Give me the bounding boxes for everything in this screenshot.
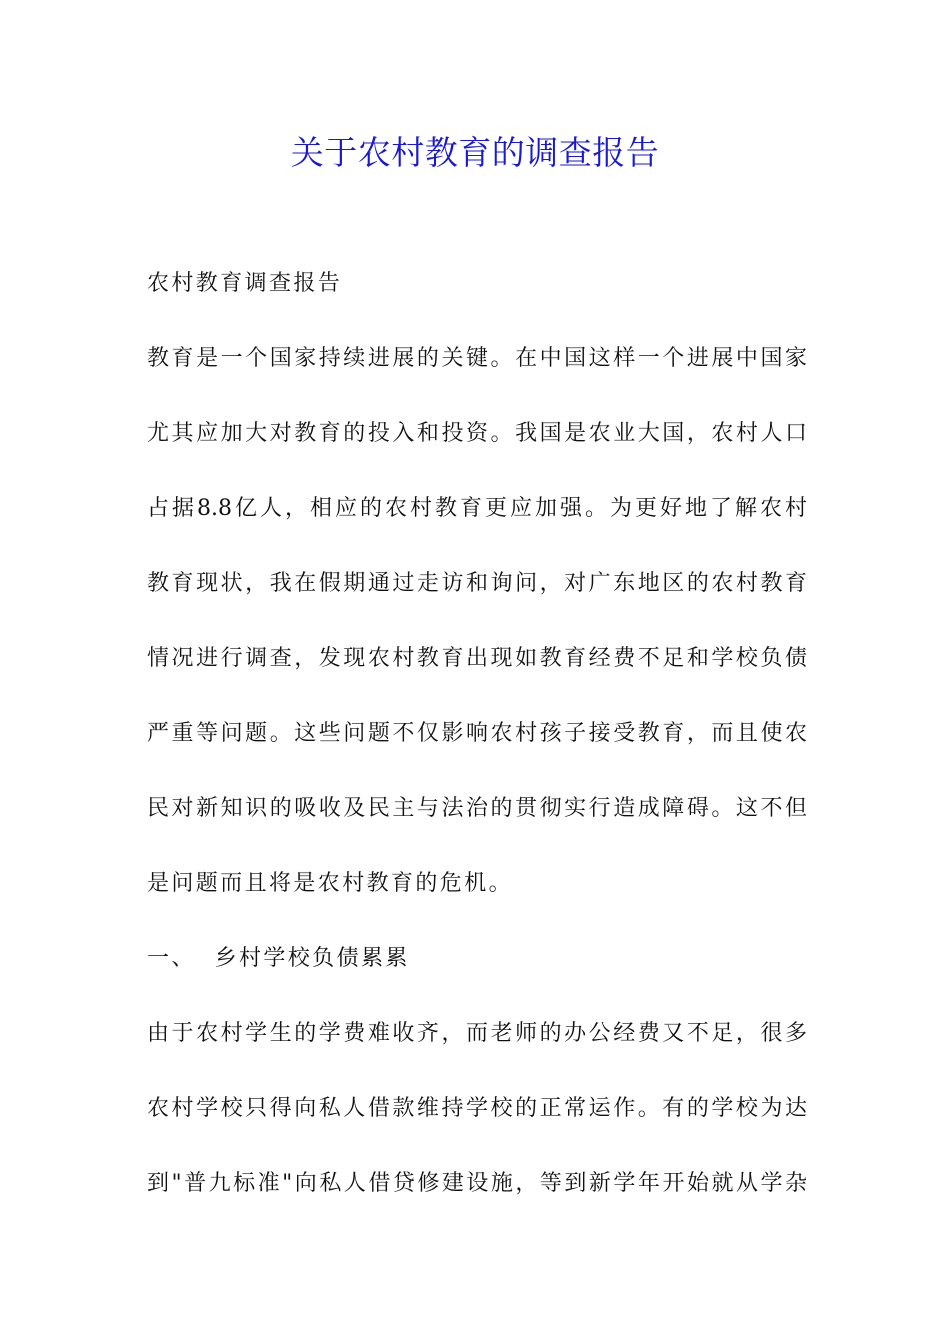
- document-subtitle: 农村教育调查报告: [147, 271, 343, 296]
- paragraph-line: 尤其应加大对教育的投入和投资。我国是农业大国，农村人口: [147, 421, 807, 446]
- paragraph-line: 民对新知识的吸收及民主与法治的贯彻实行造成障碍。这不但: [147, 796, 807, 821]
- paragraph-line: 教育现状，我在假期通过走访和询问，对广东地区的农村教育: [147, 571, 807, 596]
- paragraph-line: 情况进行调查，发现农村教育出现如教育经费不足和学校负债: [147, 646, 807, 671]
- document-title: 关于农村教育的调查报告: [290, 133, 660, 172]
- paragraph-line: 由于农村学生的学费难收齐，而老师的办公经费又不足，很多: [147, 1021, 807, 1046]
- paragraph-line: 占据8.8亿人，相应的农村教育更应加强。为更好地了解农村: [147, 496, 807, 521]
- section-heading: 一、 乡村学校负债累累: [147, 946, 410, 971]
- paragraph-line: 农村学校只得向私人借款维持学校的正常运作。有的学校为达: [147, 1096, 807, 1121]
- paragraph-line: 严重等问题。这些问题不仅影响农村孩子接受教育，而且使农: [147, 721, 807, 746]
- paragraph-line: 到"普九标准"向私人借贷修建设施，等到新学年开始就从学杂: [147, 1171, 807, 1196]
- paragraph-line: 教育是一个国家持续进展的关键。在中国这样一个进展中国家: [147, 346, 807, 371]
- paragraph-line: 是问题而且将是农村教育的危机。: [147, 871, 514, 896]
